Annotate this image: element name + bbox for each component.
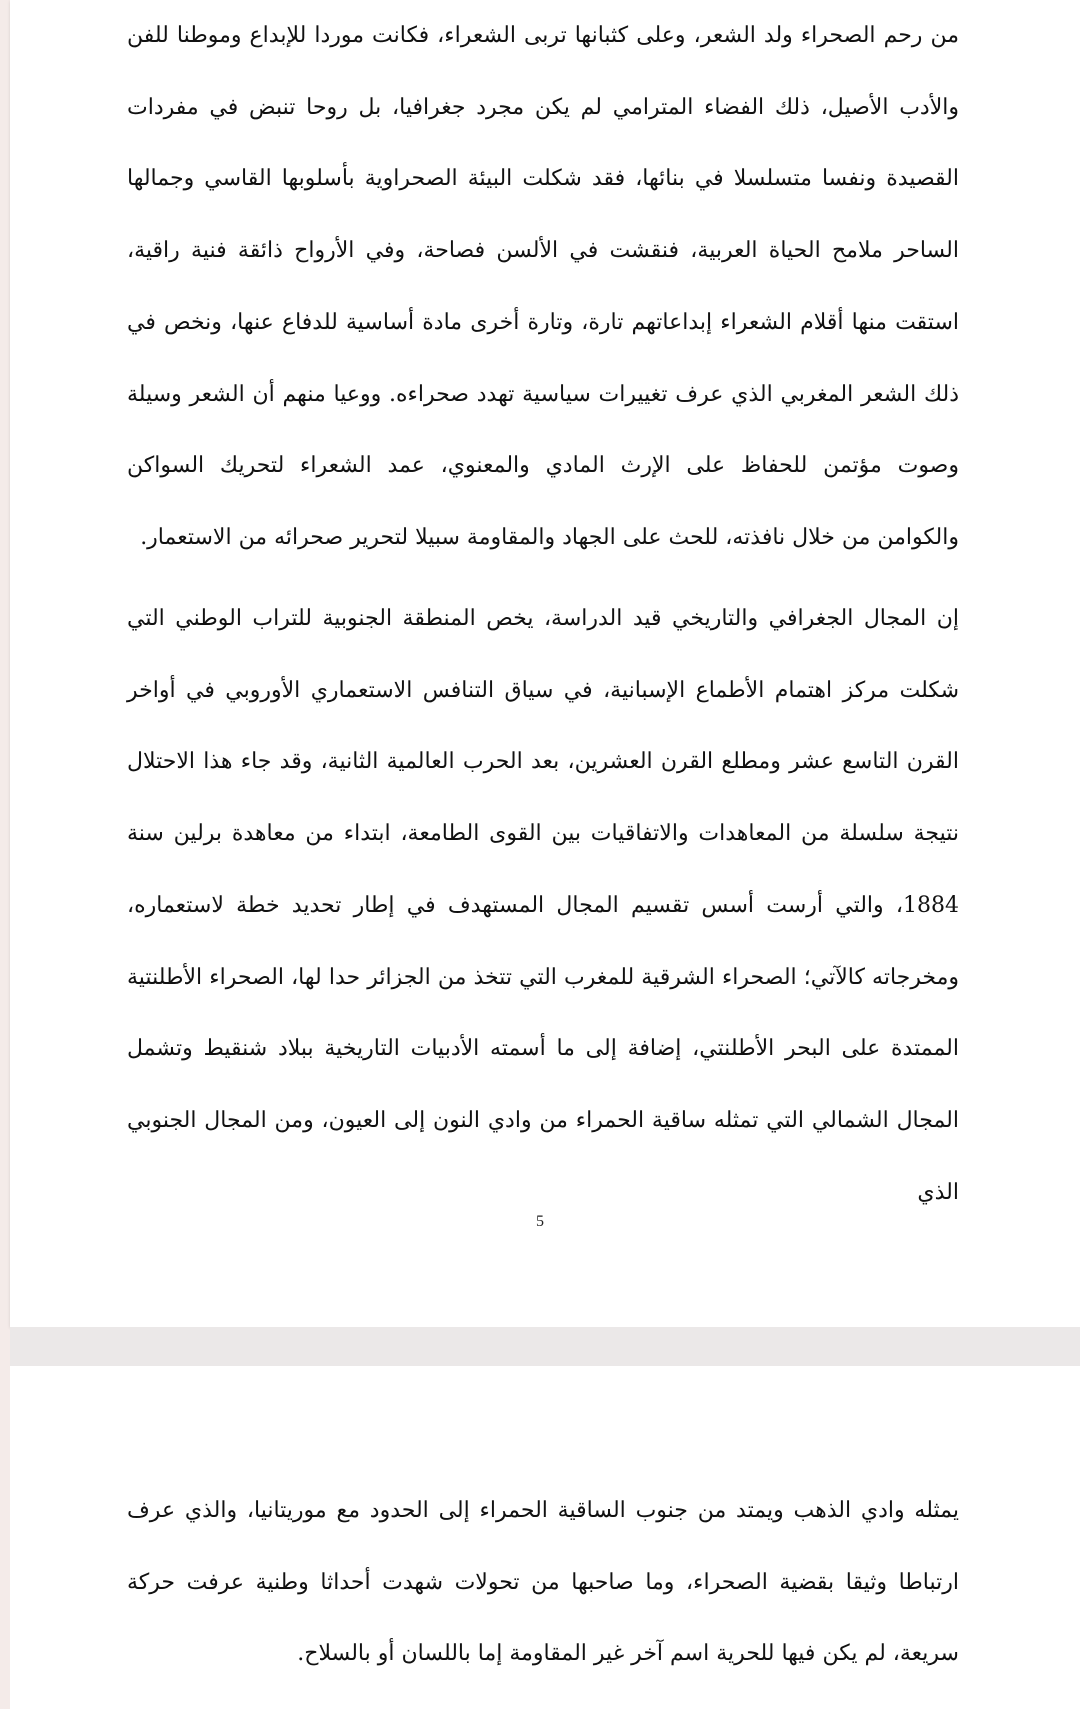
- paragraph-wadi-dhahab: يمثله وادي الذهب ويمتد من جنوب الساقية الحمراء إلى الحدود مع موريتانيا، والذي عرف ارتباطا وثيقا بقضية الصحراء، وما صاحبها من تحولات شهدت أحداثا وطنية عرفت حركة سريعة، لم يكن فيها للحرية اسم آخر غير المقاومة إما باللسان أو بالسلاح.: [127, 1498, 959, 1667]
- paragraph-sahara-poetry: من رحم الصحراء ولد الشعر، وعلى كثبانها تربى الشعراء، فكانت موردا للإبداع وموطنا للفن والأدب الأصيل، ذلك الفضاء المترامي لم يكن مجرد جغرافيا، بل روحا تنبض في مفردات القصيدة ونفسا متسلسلا في بنائها، فقد شكلت البيئة الصحراوية بأسلوبها القاسي وجمالها الساحر ملامح الحياة العربية، فنقشت في الألسن فصاحة، وفي الأرواح ذائقة فنية راقية، استقت منها أقلام الشعراء إبداعاتهم تارة، وتارة أخرى مادة أساسية للدفاع عنها، ونخص في ذلك الشعر المغربي الذي عرف تغييرات سياسية تهدد صحراءه. ووعيا منهم أن الشعر وسيلة وصوت مؤتمن للحفاظ على الإرث المادي والمعنوي، عمد الشعراء لتحريك السواكن والكوامن من خلال نافذته، للحث على الجهاد والمقاومة سبيلا لتحرير صحرائه من الاستعمار.: [127, 23, 959, 550]
- page-separator: [10, 1327, 1080, 1366]
- paragraph-geographic-scope: إن المجال الجغرافي والتاريخي قيد الدراسة، يخص المنطقة الجنوبية للتراب الوطني التي شكلت مركز اهتمام الأطماع الإسبانية، في سياق التنافس الاستعماري الأوروبي في أواخر القرن التاسع عشر ومطلع القرن العشرين، بعد الحرب العالمية الثانية، وقد جاء هذا الاحتلال نتيجة سلسلة من المعاهدات والاتفاقيات بين القوى الطامعة، ابتداء من معاهدة برلين سنة 1884، والتي أرست أسس تقسيم المجال المستهدف في إطار تحديد خطة لاستعماره، ومخرجاته كالآتي؛ الصحراء الشرقية للمغرب التي تتخذ من الجزائر حدا لها، الصحراء الأطلنتية الممتدة على البحر الأطلنتي، إضافة إلى ما أسمته الأدبيات التاريخية ببلاد شنقيط وتشمل المجال الشمالي التي تمثله ساقية الحمراء من وادي النون إلى العيون، ومن المجال الجنوبي الذي: [127, 606, 959, 1205]
- page-number: 5: [536, 1213, 544, 1230]
